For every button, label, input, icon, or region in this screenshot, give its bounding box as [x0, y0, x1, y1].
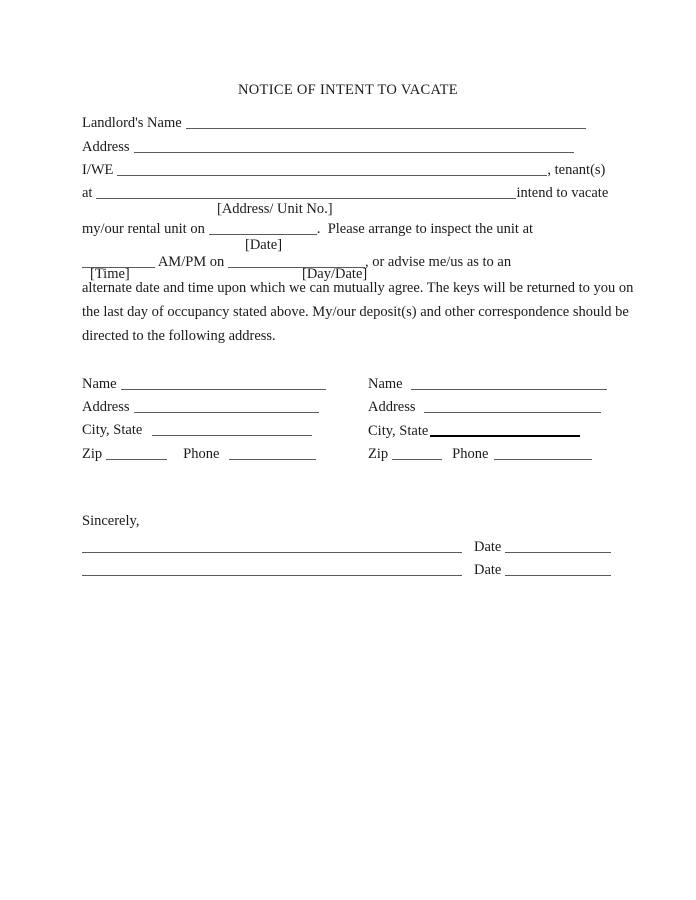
right-name-line: [368, 374, 607, 393]
tenant-name-field[interactable]: [117, 162, 547, 176]
left-zip-field[interactable]: [106, 446, 167, 460]
inspection-time-line: [82, 252, 511, 271]
left-phone-label: Phone: [183, 446, 220, 462]
right-phone-label: Phone: [452, 446, 489, 462]
date-field-2[interactable]: [505, 562, 611, 576]
right-zip-field[interactable]: [392, 446, 442, 460]
landlord-name-line: [82, 113, 586, 132]
ampm-label: AM/PM on: [155, 254, 228, 270]
sincerely-label: Sincerely,: [82, 513, 140, 529]
left-address-line: [82, 397, 319, 416]
left-city-state-field[interactable]: [152, 422, 312, 436]
left-name-line: [82, 374, 326, 393]
at-label: at: [82, 185, 93, 201]
right-name-label: Name: [368, 376, 403, 392]
rental-unit-prefix-label: my/our rental unit on: [82, 221, 205, 237]
signature-line-2: [82, 560, 611, 579]
left-zip-label: Zip: [82, 446, 103, 462]
left-zip-phone-line: [82, 444, 316, 463]
date-label-1: Date: [474, 539, 502, 555]
left-city-state-label: City, State: [82, 422, 143, 438]
advise-suffix-label: , or advise me/us as to an: [364, 254, 512, 270]
time-caption: [Time]: [90, 266, 130, 282]
left-name-label: Name: [82, 376, 117, 392]
right-zip-label: Zip: [368, 446, 389, 462]
tenant-suffix-label: , tenant(s): [547, 162, 606, 178]
paragraph-line-1: alternate date and time upon which we can mutually agree. The keys will be returned to you on: [82, 280, 634, 296]
vacate-address-field[interactable]: [96, 185, 516, 199]
iwe-label: I/WE: [82, 162, 114, 178]
date-caption: [Date]: [245, 237, 283, 253]
right-zip-phone-line: [368, 444, 592, 463]
right-city-state-line: [368, 420, 580, 440]
right-name-field[interactable]: [411, 376, 607, 390]
paragraph-line-2: the last day of occupancy stated above. My/our deposit(s) and other correspondence should be: [82, 304, 629, 320]
page-title: NOTICE OF INTENT TO VACATE: [238, 82, 458, 98]
right-city-state-label: City, State: [368, 423, 429, 439]
tenant-name-line: [82, 160, 605, 179]
right-address-field[interactable]: [424, 399, 601, 413]
landlord-address-field[interactable]: [134, 139, 574, 153]
landlord-name-label: Landlord's Name: [82, 115, 182, 131]
left-phone-field[interactable]: [229, 446, 316, 460]
landlord-address-line: [82, 137, 574, 156]
right-address-label: Address: [368, 399, 416, 415]
intend-to-vacate-label: intend to vacate: [516, 185, 609, 201]
left-name-field[interactable]: [121, 376, 326, 390]
rental-unit-line: [82, 219, 533, 238]
landlord-name-field[interactable]: [186, 115, 586, 129]
day-date-caption: [Day/Date]: [302, 266, 368, 282]
right-address-line: [368, 397, 601, 416]
rental-unit-suffix-label: . Please arrange to inspect the unit at: [316, 221, 534, 237]
vacate-date-field[interactable]: [209, 221, 317, 235]
signature-field-2[interactable]: [82, 562, 462, 576]
vacate-address-line: [82, 183, 608, 202]
date-label-2: Date: [474, 562, 502, 578]
address-unit-caption: [Address/ Unit No.]: [217, 201, 333, 217]
left-address-field[interactable]: [134, 399, 319, 413]
signature-line-1: [82, 537, 611, 556]
right-phone-field[interactable]: [494, 446, 592, 460]
date-field-1[interactable]: [505, 539, 611, 553]
signature-field-1[interactable]: [82, 539, 462, 553]
landlord-address-label: Address: [82, 139, 130, 155]
right-city-state-field[interactable]: [430, 422, 580, 437]
paragraph-line-3: directed to the following address.: [82, 328, 276, 344]
left-city-state-line: [82, 420, 312, 439]
left-address-label: Address: [82, 399, 130, 415]
